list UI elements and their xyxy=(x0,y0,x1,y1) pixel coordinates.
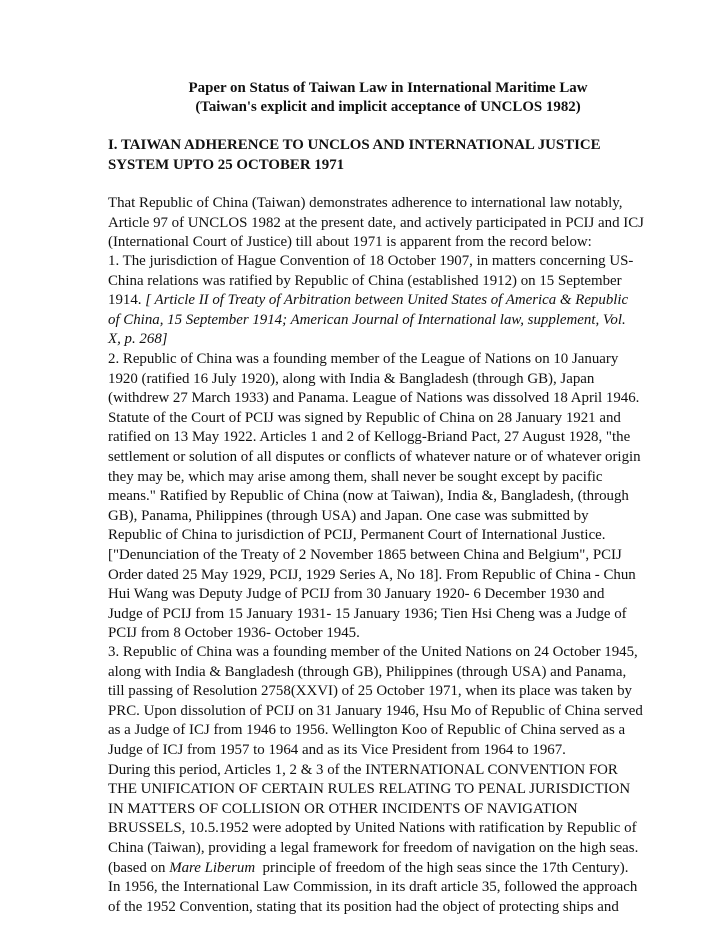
paragraph-3-line: PRC. Upon dissolution of PCIJ on 31 January 1946, Hsu Mo of Republic of China served xyxy=(108,702,643,719)
paragraph-2-line: Republic of China to jurisdiction of PCIJ, Permanent Court of International Justice. xyxy=(108,527,606,544)
paragraph-2-line: settlement or solution of all disputes or conflicts of whatever nature or of whatever origin xyxy=(108,448,641,465)
section-heading-line: I. TAIWAN ADHERENCE TO UNCLOS AND INTERNATIONAL JUSTICE xyxy=(108,137,601,153)
paragraph-3-line: along with India & Bangladesh (through GB), Philippines (through USA) and Panama, xyxy=(108,663,627,680)
paragraph-2-line: Judge of PCIJ from 15 January 1931- 15 January 1936; Tien Hsi Cheng was a Judge of xyxy=(108,605,627,622)
mare-prefix: (based on xyxy=(108,859,170,876)
paragraph-3-line: BRUSSELS, 10.5.1952 were adopted by United Nations with ratification by Republic of xyxy=(108,820,637,837)
paragraph-3-line: 3. Republic of China was a founding member of the United Nations on 24 October 1945, xyxy=(108,644,638,660)
paragraph-2-line: 1920 (ratified 16 July 1920), along with India & Bangladesh (through GB), Japan xyxy=(108,370,595,387)
paragraph-1-year: 1914. xyxy=(108,292,146,309)
paragraph-3-line: as a Judge of ICJ from 1946 to 1956. Wellington Koo of Republic of China served as a xyxy=(108,722,626,739)
paragraph-3-line: of the 1952 Convention, stating that its position had the object of protecting ships and xyxy=(108,898,619,915)
intro-line: Article 97 of UNCLOS 1982 at the present date, and actively participated in PCIJ and ICJ xyxy=(108,214,644,231)
paragraph-3-line: IN MATTERS OF COLLISION OR OTHER INCIDENTS OF NAVIGATION xyxy=(108,800,578,817)
citation-line: of China, 15 September 1914; American Journal of International law, supplement, Vol. xyxy=(108,311,626,328)
paragraph-2-line: means." Ratified by Republic of China (now at Taiwan), India &, Bangladesh, (through xyxy=(108,488,629,505)
paragraph-2-line: ["Denunciation of the Treaty of 2 November 1865 between China and Belgium", PCIJ xyxy=(108,546,622,563)
paragraph-3-line: During this period, Articles 1, 2 & 3 of the INTERNATIONAL CONVENTION FOR xyxy=(108,761,618,778)
citation-text: [ Article II of Treaty of Arbitration between United States of America & Republic xyxy=(145,292,629,309)
paragraph-1-line: 1. The jurisdiction of Hague Convention of 18 October 1907, in matters concerning US- xyxy=(108,253,634,269)
paragraph-3-line: till passing of Resolution 2758(XXVI) of 25 October 1971, when its place was taken by xyxy=(108,683,632,700)
paragraph-3-line: In 1956, the International Law Commission, in its draft article 35, followed the approach xyxy=(108,879,638,896)
paragraph-3-line xyxy=(108,859,638,879)
document-subtitle: (Taiwan's explicit and implicit acceptance of UNCLOS 1982) xyxy=(195,99,581,115)
paragraph-3-line: China (Taiwan), providing a legal framework for freedom of navigation on the high seas. xyxy=(108,839,639,856)
paragraph-1-line: China relations was ratified by Republic of China (established 1912) on 15 September xyxy=(108,272,622,289)
intro-line: (International Court of Justice) till about 1971 is apparent from the record below: xyxy=(108,234,592,251)
paragraph-2 xyxy=(108,350,641,644)
mare-suffix: principle of freedom of the high seas since the 17th Century). xyxy=(255,859,629,876)
mare-liberum-term: Mare Liberum xyxy=(169,859,256,876)
paragraph-1 xyxy=(108,252,638,350)
paragraph-3-line: Judge of ICJ from 1957 to 1964 and as its Vice President from 1964 to 1967. xyxy=(108,741,566,758)
paragraph-2-line: 2. Republic of China was a founding member of the League of Nations on 10 January xyxy=(108,351,619,367)
paragraph-2-line: they may be, which may arise among them, shall never be sought except by pacific xyxy=(108,468,603,485)
paragraph-3 xyxy=(108,643,643,917)
paragraph-2-line: GB), Panama, Philippines (through USA) and Japan. One case was submitted by xyxy=(108,507,589,524)
citation-line: X, p. 268] xyxy=(108,331,168,348)
document-title: Paper on Status of Taiwan Law in International Maritime Law xyxy=(188,80,588,96)
paragraph-2-line: Order dated 25 May 1929, PCIJ, 1929 Series A, No 18]. From Republic of China - Chun xyxy=(108,566,636,583)
paragraph-3-line: THE UNIFICATION OF CERTAIN RULES RELATING TO PENAL JURISDICTION xyxy=(108,781,631,798)
intro-line: That Republic of China (Taiwan) demonstrates adherence to international law notably, xyxy=(108,195,623,211)
paragraph-2-line: (withdrew 27 March 1933) and Panama. League of Nations was dissolved 18 April 1946. xyxy=(108,390,640,407)
section-heading xyxy=(108,136,638,175)
paragraph-2-line: PCIJ from 8 October 1936- October 1945. xyxy=(108,625,360,642)
section-heading-line: SYSTEM UPTO 25 OCTOBER 1971 xyxy=(108,156,345,173)
paragraph-1-line xyxy=(108,291,638,311)
paragraph-2-line: Hui Wang was Deputy Judge of PCIJ from 30 January 1920- 6 December 1930 and xyxy=(108,586,605,603)
paragraph-2-line: Statute of the Court of PCIJ was signed by Republic of China on 28 January 1921 and xyxy=(108,409,621,426)
paragraph-2-line: ratified on 13 May 1922. Articles 1 and 2 of Kellogg-Briand Pact, 27 August 1928, "the xyxy=(108,429,631,446)
intro-paragraph xyxy=(108,194,644,253)
